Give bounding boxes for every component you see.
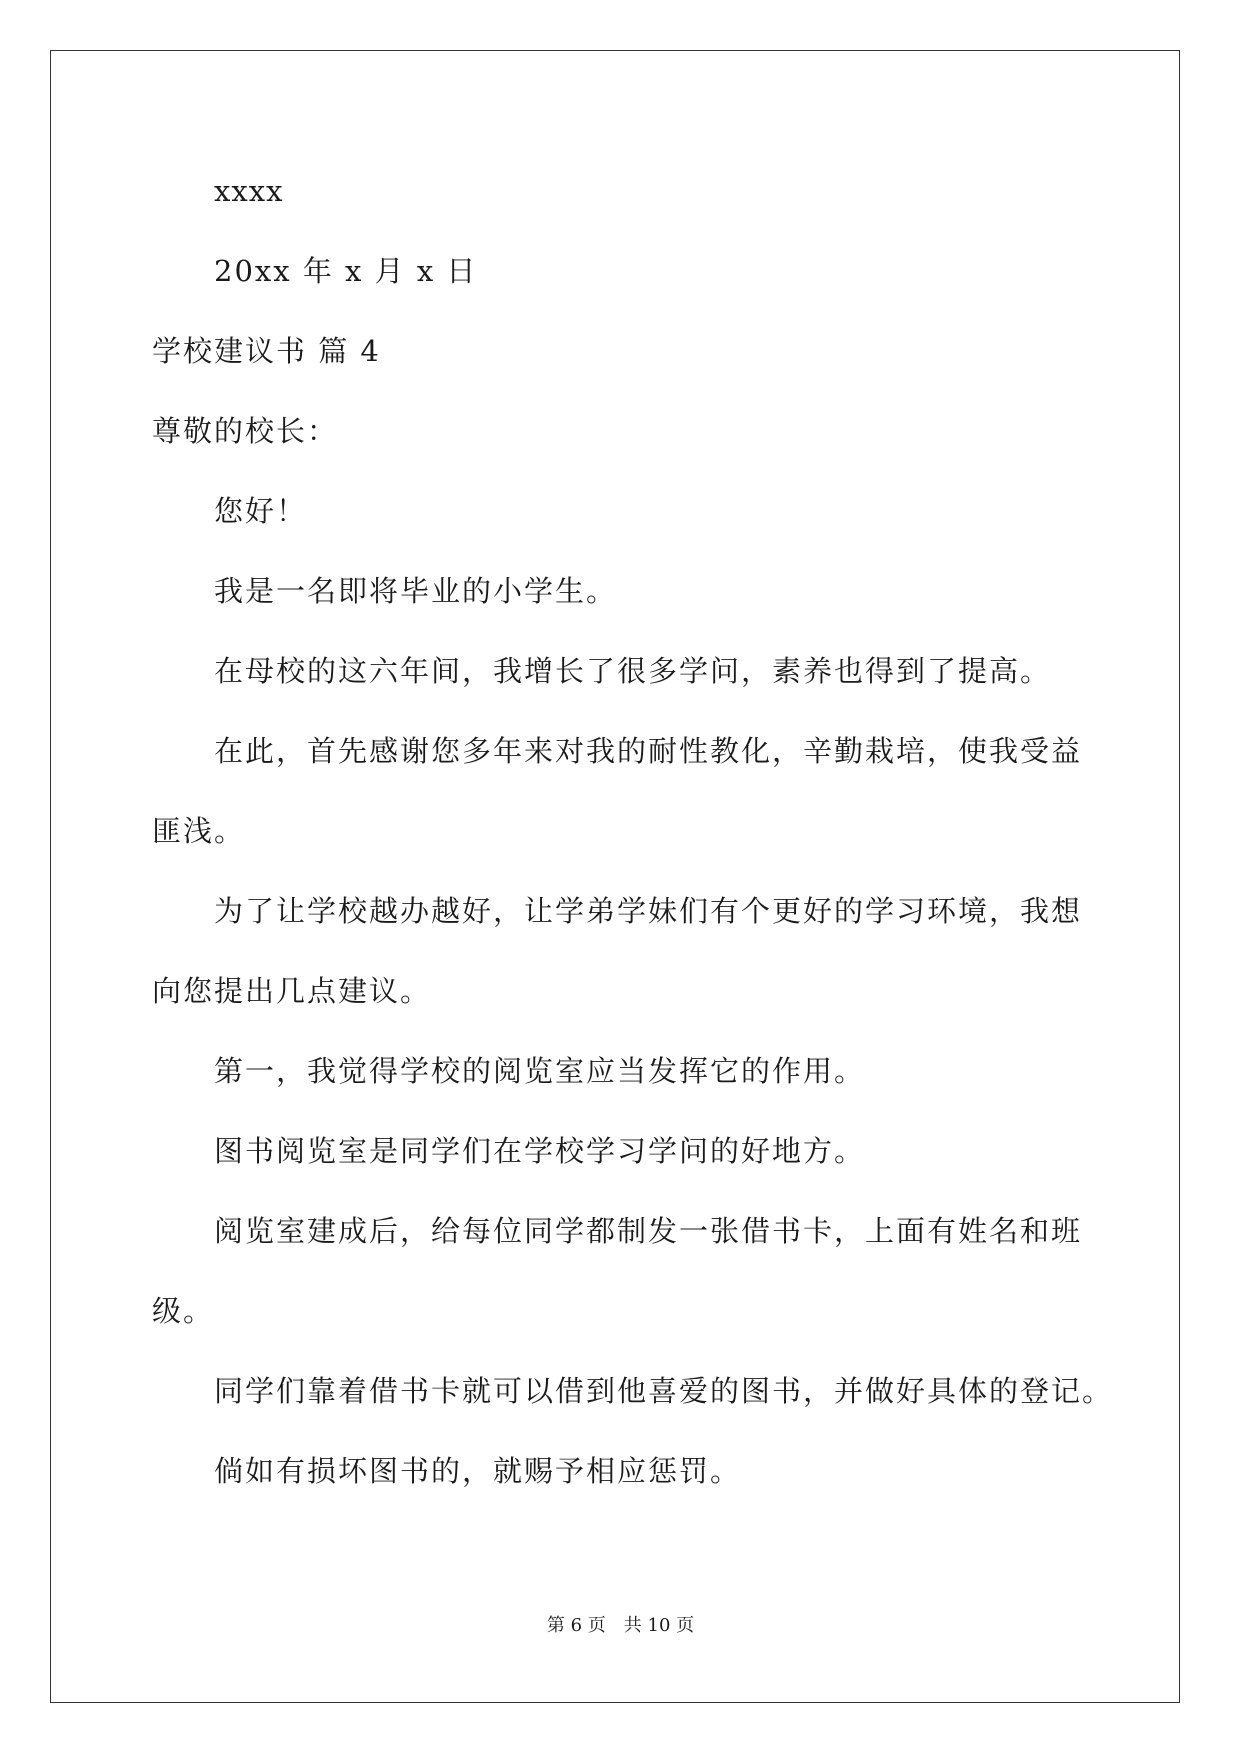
paragraph: 第一，我觉得学校的阅览室应当发挥它的作用。 bbox=[214, 1054, 866, 1088]
paragraph-continuation: 向您提出几点建议。 bbox=[152, 974, 432, 1008]
paragraph-continuation: 匪浅。 bbox=[152, 814, 246, 848]
signature: xxxx bbox=[214, 174, 284, 208]
paragraph-continuation: 级。 bbox=[152, 1294, 215, 1328]
paragraph: 在母校的这六年间，我增长了很多学问，素养也得到了提高。 bbox=[214, 654, 1052, 688]
page-footer bbox=[0, 1614, 1241, 1638]
page-number: 第 6 页 bbox=[546, 1615, 606, 1636]
greeting: 您好！ bbox=[214, 494, 308, 528]
paragraph: 同学们靠着借书卡就可以借到他喜爱的图书，并做好具体的登记。 bbox=[214, 1374, 1114, 1408]
salutation: 尊敬的校长： bbox=[152, 414, 339, 448]
letter-date: 20xx 年 x 月 x 日 bbox=[214, 254, 478, 288]
paragraph: 为了让学校越办越好，让学弟学妹们有个更好的学习环境，我想 bbox=[214, 894, 1083, 928]
page-total: 共 10 页 bbox=[623, 1615, 695, 1636]
paragraph: 图书阅览室是同学们在学校学习学问的好地方。 bbox=[214, 1134, 866, 1168]
paragraph: 倘如有损坏图书的，就赐予相应惩罚。 bbox=[214, 1454, 742, 1488]
paragraph: 阅览室建成后，给每位同学都制发一张借书卡，上面有姓名和班 bbox=[214, 1214, 1083, 1248]
paragraph: 在此，首先感谢您多年来对我的耐性教化，辛勤栽培，使我受益 bbox=[214, 734, 1083, 768]
document-title: 学校建议书 篇 4 bbox=[152, 334, 381, 368]
paragraph: 我是一名即将毕业的小学生。 bbox=[214, 574, 618, 608]
